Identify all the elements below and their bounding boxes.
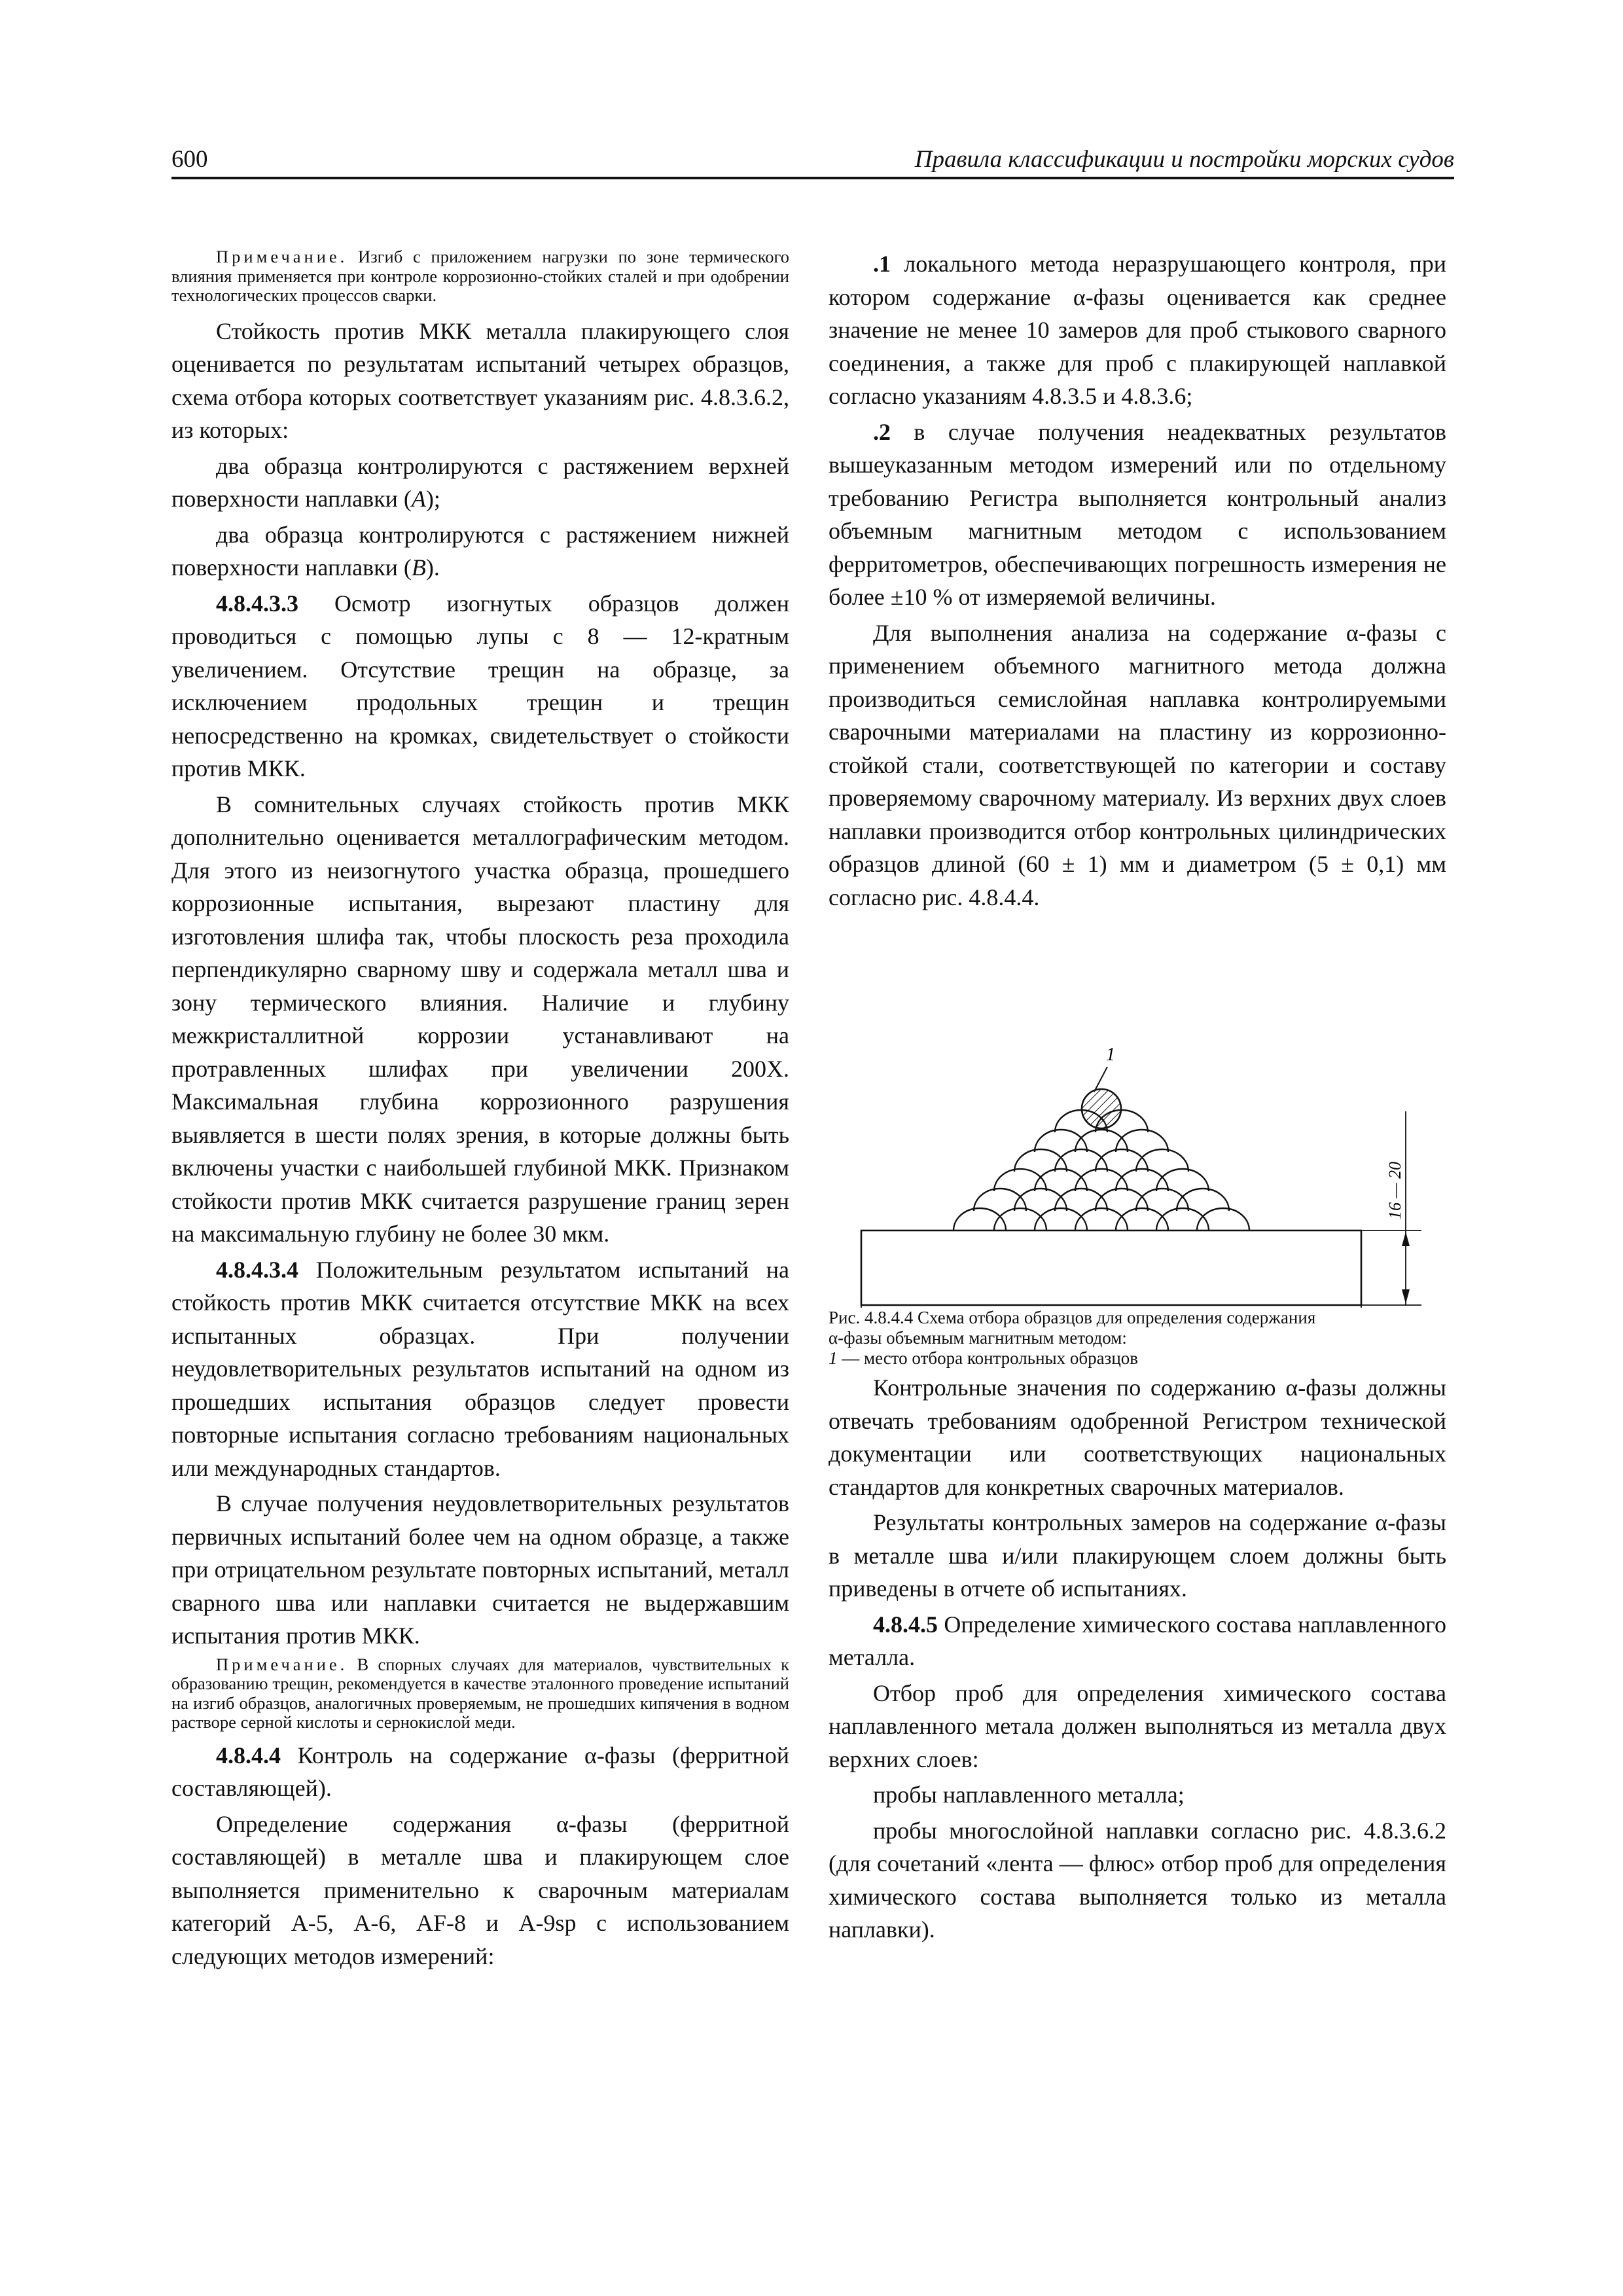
section-number: 4.8.4.4 (216, 1742, 281, 1768)
callout-label: 1 (1106, 1045, 1115, 1065)
base-plate (861, 1230, 1361, 1305)
page-number: 600 (171, 146, 208, 173)
sample-location-marker (1082, 1089, 1121, 1128)
note-text: В спорных случаях для материалов, чувствительных к образованию трещин, рекомендуется в качестве эталонного проведение испытаний на изгиб образцов, аналогичных проверяемым, не прошедших кипячения в водном растворе серной кислоты и сернокислой меди. (171, 1654, 789, 1732)
body-paragraph: В случае получения неудовлетворительных результатов первичных испытаний более чем на одном образце, а также при отрицательном результате повторных испытаний, металл сварного шва или наплавки считается не выдержавшим испытания против МКК. (171, 1490, 789, 1649)
text-span: два образца контролируются с растяжением нижней поверхности наплавки ( (171, 521, 789, 581)
section-text: Осмотр изогнутых образцов должен проводиться с помощью лупы с 8 — 12-кратным увеличением. Отсутствие трещин на образце, за исключением продольных трещин и трещин непосредственно на кромках, свидетельствует о стойкости против МКК. (171, 590, 789, 781)
body-paragraph (171, 450, 789, 516)
symbol-b: B (411, 554, 426, 581)
list-item-2 (829, 416, 1446, 614)
note-paragraph (171, 247, 789, 306)
body-paragraph (171, 518, 789, 584)
note-text: Изгиб с приложением нагрузки по зоне термического влияния применяется при контроле коррозионно-стойких сталей и при одобрении технологических процессов сварки. (171, 247, 789, 305)
caption-line-1: Рис. 4.8.4.4 Схема отбора образцов для определения содержания (829, 1308, 1316, 1327)
section-text: Контроль на содержание α-фазы (ферритной составляющей). (171, 1742, 789, 1801)
figure-4-8-4-4 (829, 928, 1446, 1308)
right-column (829, 247, 1446, 1949)
text-span: ); (425, 486, 440, 512)
left-column (171, 247, 789, 1975)
height-dimension: 16 — 20 (1385, 1161, 1404, 1219)
body-paragraph: Результаты контрольных замеров на содержание α-фазы в металле шва и/или плакирующем слоем должны быть приведены в отчете об испытаниях. (829, 1509, 1446, 1602)
running-title: Правила классификации и постройки морских судов (914, 146, 1454, 173)
section-number: 4.8.4.5 (873, 1611, 938, 1638)
body-paragraph: Отбор проб для определения химического состава наплавленного метала должен выполняться из металла двух верхних слоев: (829, 1679, 1446, 1772)
section-4-8-4-3-4 (171, 1253, 789, 1485)
caption-line-2: α-фазы объемным магнитным методом: (829, 1328, 1127, 1348)
caption-key: 1 (829, 1348, 838, 1368)
section-4-8-4-3-3 (171, 587, 789, 785)
header-rule (171, 177, 1454, 179)
section-text: Положительным результатом испытаний на стойкость против МКК считается отсутствие МКК на всех испытанных образцах. При получении неудовлетворительных результатов испытаний на одном из прошедших испытания образцов следует провести повторные испытания согласно требованиям национальных или международных стандартов. (171, 1256, 789, 1481)
body-paragraph: Стойкость против МКК металла плакирующего слоя оценивается по результатам испытаний четырех образцов, схема отбора которых соответствует указаниям рис. 4.8.3.6.2, из которых: (171, 317, 789, 443)
section-number: 4.8.4.3.3 (216, 590, 298, 617)
body-paragraph: Для выполнения анализа на содержание α-фазы с применением объемного магнитного метода должна производиться семислойная наплавка контролируемыми сварочными материалами на пластину из коррозионно-стойкой стали, соответствующей по категории и составу проверяемому сварочному материалу. Из верхних двух слоев наплавки производится отбор контрольных цилиндрических образцов длиной (60 ± 1) мм и диаметром (5 ± 0,1) мм согласно рис. 4.8.4.4. (829, 619, 1446, 910)
item-number: .1 (873, 251, 891, 277)
note-label: Примечание. (216, 1654, 348, 1674)
figure-caption (829, 1308, 1446, 1369)
callout-leader (1094, 1067, 1107, 1092)
item-text: в случае получения неадекватных результатов вышеуказанным методом измерений или по отдельному требованию Регистра выполняется контрольный анализ объемным магнитным методом с использованием ферритометров, обеспечивающих погрешность измерения не более ±10 % от измеряемой величины. (829, 418, 1446, 610)
body-paragraph: В сомнительных случаях стойкость против МКК дополнительно оценивается металлографическим методом. Для этого из неизогнутого участка образца, прошедшего коррозионные испытания, вырезают пластину для изготовления шлифа так, чтобы плоскость реза проходила перпендикулярно сварному шву и содержала металл шва и зону термического влияния. Наличие и глубину межкристаллитной коррозии устанавливают на протравленных шлифах при увеличении 200Х. Максимальная глубина коррозионного разрушения выявляется в шести полях зрения, в которые должны быть включены участки с наибольшей глубиной МКК. Признаком стойкости против МКК считается разрушение границ зерен на максимальную глубину не более 30 мкм. (171, 791, 789, 1247)
body-paragraph: пробы наплавленного металла; (873, 1782, 1185, 1808)
section-4-8-4-4 (171, 1739, 789, 1805)
section-number: 4.8.4.3.4 (216, 1256, 298, 1283)
body-paragraph: Контрольные значения по содержанию α-фазы должны отвечать требованиям одобренной Регистром технической документации или соответствующих национальных стандартов для конкретных сварочных материалов. (829, 1374, 1446, 1500)
note-paragraph (171, 1655, 789, 1732)
item-text: локального метода неразрушающего контроля, при котором содержание α-фазы оценивается как среднее значение не менее 10 замеров для проб стыкового сварного соединения, а также для проб с плакирующей наплавкой согласно указаниям 4.8.3.5 и 4.8.3.6; (829, 251, 1446, 409)
section-text: Определение химического состава наплавленного металла. (829, 1611, 1446, 1670)
symbol-a: A (411, 486, 426, 512)
note-label: Примечание. (216, 247, 348, 266)
body-paragraph: пробы многослойной наплавки согласно рис. 4.8.3.6.2 (для сочетаний «лента — флюс» отбор проб для определения химического состава выполняется только из металла наплавки). (829, 1817, 1446, 1943)
item-number: .2 (873, 418, 891, 445)
page-header (171, 145, 1454, 178)
body-paragraph: Определение содержания α-фазы (ферритной составляющей) в металле шва и плакирующем слое выполняется применительно к сварочным материалам категорий А-5, А-6, AF-8 и А-9sp с использованием следующих методов измерений: (171, 1810, 789, 1969)
text-span: два образца контролируются с растяжением верхней поверхности наплавки ( (171, 452, 789, 512)
section-4-8-4-5 (829, 1608, 1446, 1674)
list-item-1 (829, 247, 1446, 413)
text-span: ). (425, 554, 440, 581)
caption-key-text: — место отбора контрольных образцов (837, 1348, 1139, 1368)
sampling-diagram (829, 928, 1446, 1308)
